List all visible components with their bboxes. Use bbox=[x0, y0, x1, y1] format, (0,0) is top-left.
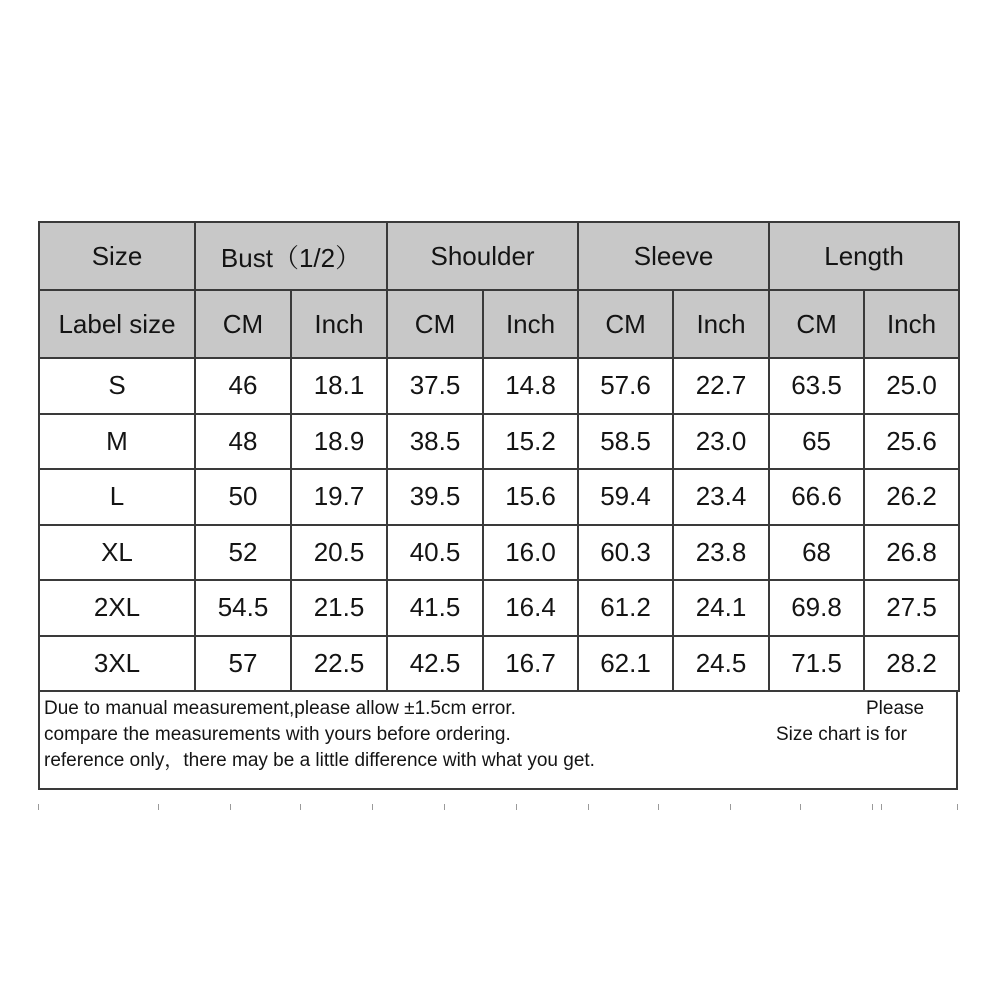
cell-length-inch: 25.6 bbox=[864, 414, 959, 470]
cell-bust-inch: 18.9 bbox=[291, 414, 387, 470]
size-table bbox=[38, 221, 960, 692]
note-line-1-right: Please bbox=[866, 698, 925, 719]
cell-bust-cm: 50 bbox=[195, 469, 291, 525]
cell-sleeve-cm: 57.6 bbox=[578, 358, 673, 414]
cell-length-cm: 68 bbox=[769, 525, 864, 581]
cell-length-inch: 27.5 bbox=[864, 580, 959, 636]
cell-bust-inch: 20.5 bbox=[291, 525, 387, 581]
cell-bust-cm: 54.5 bbox=[195, 580, 291, 636]
subheader-sleeve-cm: CM bbox=[578, 290, 673, 358]
cell-sleeve-cm: 60.3 bbox=[578, 525, 673, 581]
cell-bust-inch: 22.5 bbox=[291, 636, 387, 692]
size-chart bbox=[38, 221, 958, 790]
subheader-length-inch: Inch bbox=[864, 290, 959, 358]
subheader-shoulder-inch: Inch bbox=[483, 290, 578, 358]
cell-size: L bbox=[39, 469, 195, 525]
cell-length-inch: 26.2 bbox=[864, 469, 959, 525]
cell-size: 3XL bbox=[39, 636, 195, 692]
cell-sleeve-inch: 23.4 bbox=[673, 469, 769, 525]
cell-sleeve-cm: 59.4 bbox=[578, 469, 673, 525]
header-shoulder: Shoulder bbox=[387, 222, 578, 290]
note-line-3: reference only，there may be a little difference with what you get. bbox=[44, 750, 595, 771]
cell-sleeve-cm: 61.2 bbox=[578, 580, 673, 636]
cell-shoulder-inch: 14.8 bbox=[483, 358, 578, 414]
table-row bbox=[39, 525, 959, 581]
cell-sleeve-cm: 62.1 bbox=[578, 636, 673, 692]
cell-length-cm: 63.5 bbox=[769, 358, 864, 414]
subheader-sleeve-inch: Inch bbox=[673, 290, 769, 358]
measurement-note bbox=[38, 692, 958, 790]
cell-shoulder-inch: 15.6 bbox=[483, 469, 578, 525]
cell-shoulder-inch: 16.7 bbox=[483, 636, 578, 692]
cell-shoulder-inch: 15.2 bbox=[483, 414, 578, 470]
cell-length-cm: 71.5 bbox=[769, 636, 864, 692]
cell-sleeve-inch: 22.7 bbox=[673, 358, 769, 414]
cell-length-inch: 25.0 bbox=[864, 358, 959, 414]
cell-shoulder-inch: 16.0 bbox=[483, 525, 578, 581]
subheader-row bbox=[39, 290, 959, 358]
cell-size: S bbox=[39, 358, 195, 414]
cell-length-inch: 26.8 bbox=[864, 525, 959, 581]
subheader-bust-inch: Inch bbox=[291, 290, 387, 358]
header-bust: Bust（1/2） bbox=[195, 222, 387, 290]
cell-length-cm: 69.8 bbox=[769, 580, 864, 636]
cell-length-cm: 65 bbox=[769, 414, 864, 470]
subheader-bust-cm: CM bbox=[195, 290, 291, 358]
cell-sleeve-inch: 23.8 bbox=[673, 525, 769, 581]
bottom-tick-marks bbox=[38, 804, 958, 812]
cell-shoulder-cm: 42.5 bbox=[387, 636, 483, 692]
note-line-1: Due to manual measurement,please allow ±1.5cm error. bbox=[44, 698, 516, 719]
cell-bust-cm: 46 bbox=[195, 358, 291, 414]
cell-shoulder-cm: 39.5 bbox=[387, 469, 483, 525]
subheader-label-size: Label size bbox=[39, 290, 195, 358]
cell-size: XL bbox=[39, 525, 195, 581]
cell-bust-cm: 52 bbox=[195, 525, 291, 581]
subheader-shoulder-cm: CM bbox=[387, 290, 483, 358]
cell-shoulder-cm: 38.5 bbox=[387, 414, 483, 470]
cell-sleeve-inch: 24.5 bbox=[673, 636, 769, 692]
cell-sleeve-inch: 24.1 bbox=[673, 580, 769, 636]
table-row bbox=[39, 469, 959, 525]
cell-size: M bbox=[39, 414, 195, 470]
table-row bbox=[39, 414, 959, 470]
subheader-length-cm: CM bbox=[769, 290, 864, 358]
cell-length-inch: 28.2 bbox=[864, 636, 959, 692]
cell-shoulder-inch: 16.4 bbox=[483, 580, 578, 636]
table-row bbox=[39, 358, 959, 414]
cell-size: 2XL bbox=[39, 580, 195, 636]
cell-sleeve-inch: 23.0 bbox=[673, 414, 769, 470]
cell-shoulder-cm: 40.5 bbox=[387, 525, 483, 581]
header-row bbox=[39, 222, 959, 290]
table-row bbox=[39, 580, 959, 636]
cell-shoulder-cm: 37.5 bbox=[387, 358, 483, 414]
cell-bust-cm: 48 bbox=[195, 414, 291, 470]
header-size: Size bbox=[39, 222, 195, 290]
cell-bust-inch: 19.7 bbox=[291, 469, 387, 525]
cell-shoulder-cm: 41.5 bbox=[387, 580, 483, 636]
header-sleeve: Sleeve bbox=[578, 222, 769, 290]
note-line-2: compare the measurements with yours before ordering. bbox=[44, 724, 511, 745]
table-row bbox=[39, 636, 959, 692]
note-line-2-right: Size chart is for bbox=[776, 724, 907, 745]
header-length: Length bbox=[769, 222, 959, 290]
cell-bust-inch: 18.1 bbox=[291, 358, 387, 414]
cell-sleeve-cm: 58.5 bbox=[578, 414, 673, 470]
cell-bust-cm: 57 bbox=[195, 636, 291, 692]
cell-length-cm: 66.6 bbox=[769, 469, 864, 525]
cell-bust-inch: 21.5 bbox=[291, 580, 387, 636]
